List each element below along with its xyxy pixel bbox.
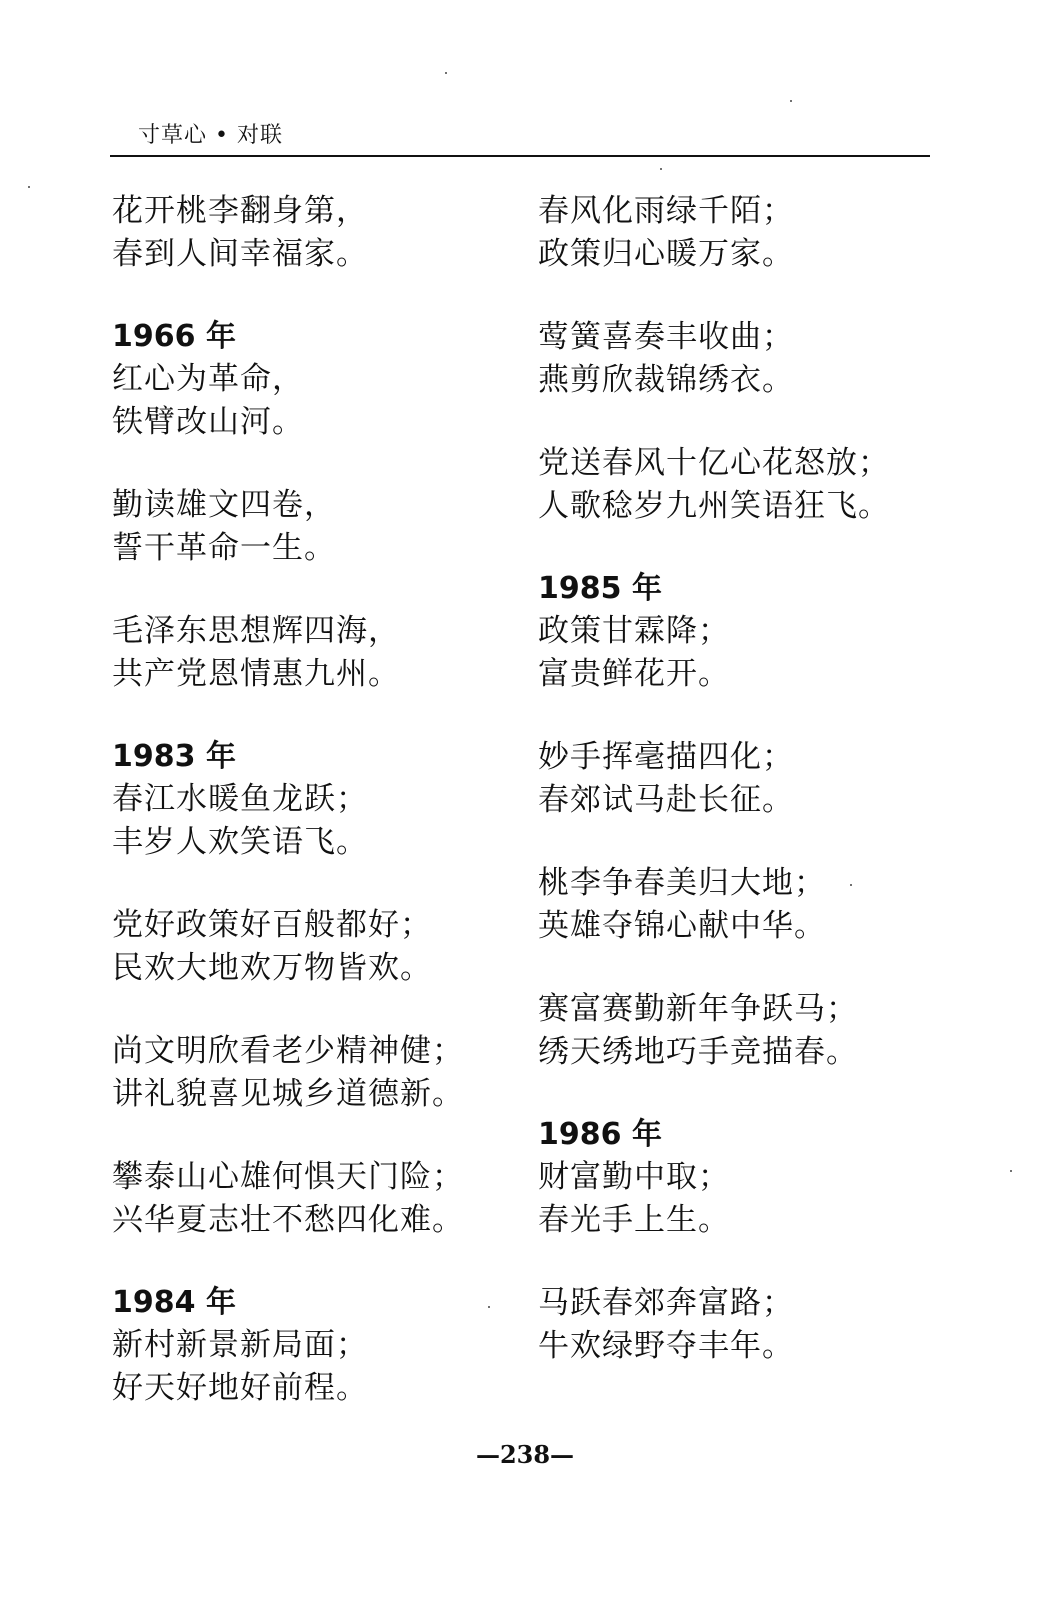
couplet-line: 赛富赛勤新年争跃马； xyxy=(538,991,858,1027)
couplet-group xyxy=(112,1156,532,1242)
couplet-line: 绣天绣地巧手竞描春。 xyxy=(538,1034,858,1070)
couplet-line: 政策甘霖降； xyxy=(538,613,730,649)
couplet-line: 桃李争春美归大地； xyxy=(538,865,826,901)
couplet-line: 春光手上生。 xyxy=(538,1202,730,1238)
couplet-line: 燕剪欣裁锦绣衣。 xyxy=(538,362,794,398)
couplet-line: 毛泽东思想辉四海， xyxy=(112,613,400,649)
header-rule xyxy=(110,155,930,157)
couplet-line: 攀泰山心雄何惧天门险； xyxy=(112,1159,464,1195)
year-heading: 1985 年 xyxy=(538,571,662,606)
couplet-group xyxy=(538,988,958,1074)
scan-speck xyxy=(660,168,662,170)
couplet-line: 勤读雄文四卷， xyxy=(112,487,336,523)
year-heading: 1986 年 xyxy=(538,1117,662,1152)
couplet-group xyxy=(112,190,532,276)
couplet-line: 妙手挥毫描四化； xyxy=(538,739,794,775)
running-header: 寸草心 • 对联 xyxy=(138,123,283,148)
scan-speck xyxy=(488,1306,490,1308)
year-heading: 1983 年 xyxy=(112,739,236,774)
couplet-line: 讲礼貌喜见城乡道德新。 xyxy=(112,1076,464,1112)
couplet-line: 共产党恩情惠九州。 xyxy=(112,656,400,692)
year-heading: 1966 年 xyxy=(112,319,236,354)
couplet-line: 春到人间幸福家。 xyxy=(112,236,368,272)
couplet-group xyxy=(112,610,532,696)
couplet-line: 兴华夏志壮不愁四化难。 xyxy=(112,1202,464,1238)
couplet-group xyxy=(538,316,958,402)
couplet-group xyxy=(538,568,958,696)
couplet-line: 丰岁人欢笑语飞。 xyxy=(112,824,368,860)
couplet-line: 民欢大地欢万物皆欢。 xyxy=(112,950,432,986)
scan-speck xyxy=(850,884,852,886)
couplet-group xyxy=(112,316,532,444)
couplet-line: 马跃春郊奔富路； xyxy=(538,1285,794,1321)
couplet-line: 党好政策好百般都好； xyxy=(112,907,432,943)
couplet-line: 誓干革命一生。 xyxy=(112,530,336,566)
couplet-line: 好天好地好前程。 xyxy=(112,1370,368,1406)
couplet-line: 铁臂改山河。 xyxy=(112,404,304,440)
couplet-line: 政策归心暖万家。 xyxy=(538,236,794,272)
couplet-line: 红心为革命， xyxy=(112,361,304,397)
couplet-group xyxy=(112,736,532,864)
couplet-line: 人歌稔岁九州笑语狂飞。 xyxy=(538,488,890,524)
couplet-line: 党送春风十亿心花怒放； xyxy=(538,445,890,481)
couplet-group xyxy=(538,190,958,276)
year-heading: 1984 年 xyxy=(112,1285,236,1320)
couplet-line: 春江水暖鱼龙跃； xyxy=(112,781,368,817)
couplet-group xyxy=(538,1114,958,1242)
couplet-group xyxy=(538,1282,958,1368)
couplet-line: 春郊试马赴长征。 xyxy=(538,782,794,818)
scan-speck xyxy=(445,72,447,74)
couplet-group xyxy=(538,862,958,948)
couplet-group xyxy=(112,904,532,990)
scan-speck xyxy=(1010,1170,1012,1172)
couplet-line: 富贵鲜花开。 xyxy=(538,656,730,692)
couplet-line: 莺簧喜奏丰收曲； xyxy=(538,319,794,355)
couplet-group xyxy=(538,736,958,822)
right-column xyxy=(538,190,958,1408)
couplet-line: 牛欢绿野夺丰年。 xyxy=(538,1328,794,1364)
couplet-line: 英雄夺锦心献中华。 xyxy=(538,908,826,944)
couplet-group xyxy=(112,1282,532,1410)
couplet-line: 尚文明欣看老少精神健； xyxy=(112,1033,464,1069)
couplet-group xyxy=(112,484,532,570)
couplet-group xyxy=(538,442,958,528)
scan-speck xyxy=(28,186,30,188)
couplet-group xyxy=(112,1030,532,1116)
couplet-line: 春风化雨绿千陌； xyxy=(538,193,794,229)
couplet-line: 新村新景新局面； xyxy=(112,1327,368,1363)
couplet-line: 财富勤中取； xyxy=(538,1159,730,1195)
scan-speck xyxy=(790,100,792,102)
left-column xyxy=(112,190,532,1450)
couplet-line: 花开桃李翻身第， xyxy=(112,193,368,229)
page-number: —238— xyxy=(475,1440,575,1469)
